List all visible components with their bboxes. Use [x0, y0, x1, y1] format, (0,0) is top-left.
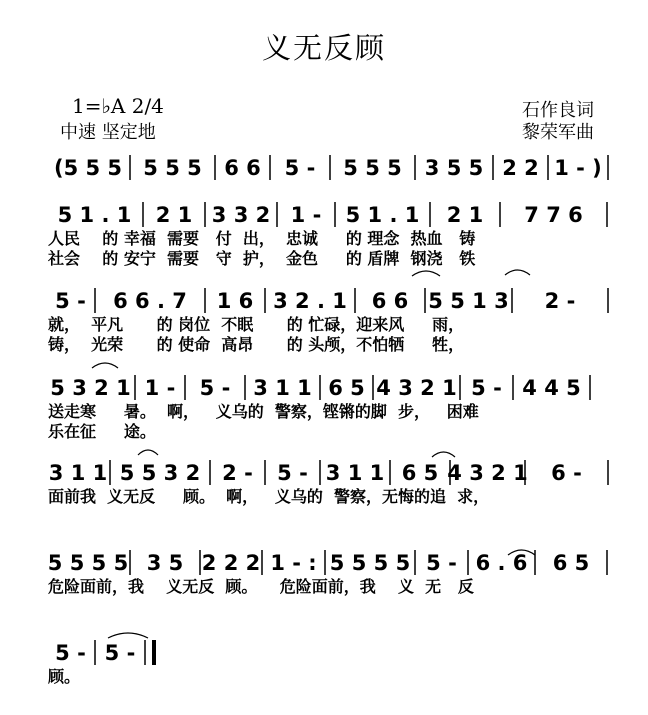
measure-notes: 5 5 5 5: [47, 551, 129, 575]
measure-notes: 2 -: [222, 461, 253, 485]
measure-notes: 2 2 2: [201, 551, 261, 575]
measure-notes: 6 6: [224, 156, 261, 180]
slur-arc: [432, 452, 455, 457]
slur-arc: [138, 450, 158, 455]
measure-notes: 1 -: [290, 203, 322, 227]
measure-notes: 4 3 2 1: [447, 461, 528, 485]
measure-notes: 3 1 1: [325, 461, 385, 485]
measure-notes: 3 5 5: [424, 156, 484, 180]
measure-notes: 1 6: [216, 289, 254, 313]
lyric-line: 铸， 光荣 的 使命 高昂 的 头颅，不怕牺 牲，: [48, 335, 465, 354]
measure-notes: 5 5 5: [143, 156, 202, 180]
measure-notes: 5 5 3 2: [119, 461, 201, 485]
measure-notes: 5 -: [199, 376, 231, 400]
measure-notes: 5 1 . 1: [57, 203, 132, 227]
measure-notes: (5 5 5: [53, 156, 123, 180]
measure-notes: 4 4 5: [522, 376, 581, 400]
measure-notes: 5 1 . 1: [345, 203, 420, 227]
measure-notes: 3 2 . 1: [273, 289, 347, 313]
slur-arc: [108, 633, 148, 638]
measure-notes: 6 6: [371, 289, 409, 313]
measure-notes: 5 -: [277, 461, 308, 485]
measure-notes: 6 . 6: [475, 551, 528, 575]
measure-notes: 6 -: [551, 461, 582, 485]
composer-credit: 黎荣军曲: [522, 122, 594, 143]
measure-notes: 1 - ): [554, 156, 602, 180]
lyric-line: 乐在征 途。: [48, 422, 156, 441]
measure-notes: 2 2: [502, 156, 539, 180]
measure-notes: 4 3 2 1: [376, 376, 457, 400]
measure-notes: 3 1 1: [48, 461, 108, 485]
lyric-line: 面前我 义无反 顾。 啊， 义乌的 警察，无悔的追 求，: [48, 487, 490, 506]
slur-arc: [505, 270, 530, 275]
measure-notes: 5 5 5: [343, 156, 402, 180]
final-barline: [152, 640, 156, 665]
key-signature: 1=♭A 2/4: [72, 94, 164, 118]
measure-notes: 2 1: [446, 203, 484, 227]
measure-notes: 5 -: [104, 641, 136, 665]
measure-notes: 1 - :: [270, 551, 317, 575]
measure-notes: 5 3 2 1: [50, 376, 131, 400]
measure-notes: 2 1: [155, 203, 193, 227]
slur-arc: [412, 271, 440, 276]
measure-notes: 5 -: [426, 551, 457, 575]
measure-notes: 6 6 . 7: [113, 289, 187, 313]
measure-notes: 6 5: [401, 461, 439, 485]
tempo-marking: 中速 坚定地: [60, 122, 156, 143]
lyricist-credit: 石作良词: [522, 100, 594, 121]
lyric-line: 人民 的 幸福 需要 付 出， 忠诚 的 理念 热血 铸: [48, 229, 476, 248]
measure-notes: 3 1 1: [253, 376, 312, 400]
measure-notes: 3 5: [146, 551, 184, 575]
measure-notes: 3 3 2: [211, 203, 271, 227]
measure-notes: 2 -: [544, 289, 576, 313]
lyric-line: 顾。: [48, 667, 81, 686]
measure-notes: 6 5: [552, 551, 590, 575]
measure-notes: 5 5 5 5: [329, 551, 411, 575]
slur-arc: [92, 363, 118, 368]
measure-notes: 7 7 6: [524, 203, 583, 227]
song-title: 义无反顾: [261, 31, 386, 65]
measure-notes: 5 -: [471, 376, 502, 400]
measure-notes: 1 -: [144, 376, 176, 400]
measure-notes: 5 -: [55, 641, 86, 665]
measure-notes: 6 5: [328, 376, 365, 400]
lyric-line: 社会 的 安宁 需要 守 护， 金色 的 盾牌 钢浇 铁: [48, 249, 476, 268]
measure-notes: 5 5 1 3: [428, 289, 509, 313]
measure-notes: 5 -: [284, 156, 316, 180]
lyric-line: 就， 平凡 的 岗位 不眠 的 忙碌，迎来风 雨，: [48, 315, 465, 334]
measure-notes: 5 -: [55, 289, 86, 313]
lyric-line: 送走寒 暑。 啊， 义乌的 警察，铿锵的脚 步， 困难: [48, 402, 479, 421]
lyric-line: 危险面前，我 义无反 顾。 危险面前，我 义 无 反: [48, 577, 474, 596]
